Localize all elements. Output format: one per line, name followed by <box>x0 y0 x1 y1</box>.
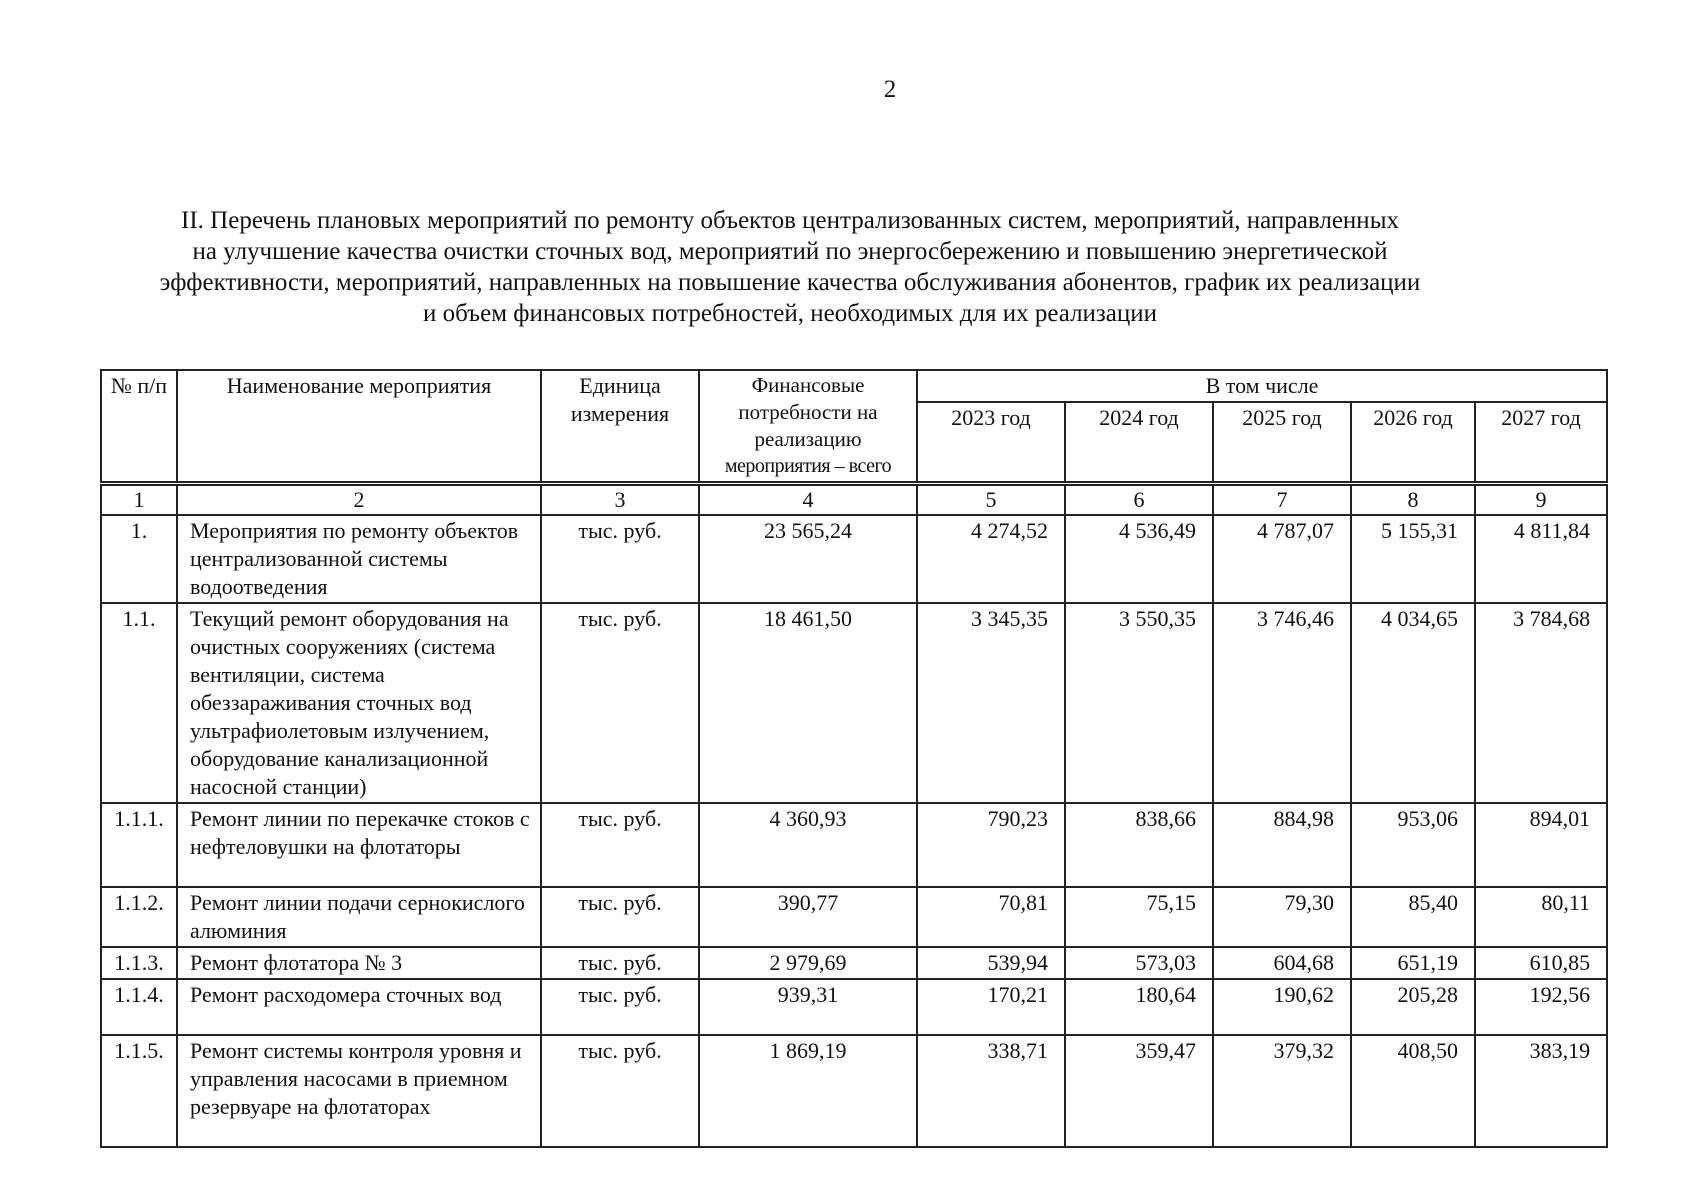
row-total: 2 979,69 <box>699 947 917 979</box>
column-number: 9 <box>1475 484 1607 516</box>
row-name: Мероприятия по ремонту объектов централизованной системы водоотведения <box>177 515 541 603</box>
row-name: Ремонт линии подачи сернокислого алюминия <box>177 887 541 947</box>
header-name: Наименование мероприятия <box>177 370 541 484</box>
row-year-value: 379,32 <box>1213 1035 1351 1147</box>
row-total: 390,77 <box>699 887 917 947</box>
section-title <box>120 205 1460 329</box>
row-unit: тыс. руб. <box>541 947 699 979</box>
row-total: 23 565,24 <box>699 515 917 603</box>
row-year-value: 75,15 <box>1065 887 1213 947</box>
header-unit: Единица измерения <box>541 370 699 484</box>
row-unit: тыс. руб. <box>541 1035 699 1147</box>
row-num: 1.1. <box>101 603 177 803</box>
row-year-value: 953,06 <box>1351 803 1475 887</box>
row-year-value: 3 784,68 <box>1475 603 1607 803</box>
row-year-value: 573,03 <box>1065 947 1213 979</box>
page-number: 2 <box>883 76 897 103</box>
row-year-value: 70,81 <box>917 887 1065 947</box>
table-row <box>101 603 1607 803</box>
row-year-value: 4 274,52 <box>917 515 1065 603</box>
row-unit: тыс. руб. <box>541 603 699 803</box>
header-row <box>101 370 1607 402</box>
row-total: 18 461,50 <box>699 603 917 803</box>
row-year-value: 894,01 <box>1475 803 1607 887</box>
row-year-value: 610,85 <box>1475 947 1607 979</box>
row-year-value: 190,62 <box>1213 979 1351 1035</box>
row-year-value: 539,94 <box>917 947 1065 979</box>
title-line: и объем финансовых потребностей, необходимых для их реализации <box>422 300 1158 327</box>
row-unit: тыс. руб. <box>541 803 699 887</box>
row-unit: тыс. руб. <box>541 515 699 603</box>
header-total <box>699 370 917 484</box>
header-year: 2023 год <box>917 402 1065 484</box>
row-unit: тыс. руб. <box>541 887 699 947</box>
row-year-value: 651,19 <box>1351 947 1475 979</box>
header-total-line: реализацию <box>754 427 862 451</box>
row-year-value: 4 787,07 <box>1213 515 1351 603</box>
header-total-line: Финансовые <box>751 373 865 397</box>
row-year-value: 4 034,65 <box>1351 603 1475 803</box>
table-row <box>101 803 1607 887</box>
row-total: 4 360,93 <box>699 803 917 887</box>
column-number: 1 <box>101 484 177 516</box>
header-num: № п/п <box>101 370 177 484</box>
row-year-value: 4 536,49 <box>1065 515 1213 603</box>
row-num: 1. <box>101 515 177 603</box>
row-year-value: 338,71 <box>917 1035 1065 1147</box>
column-number: 8 <box>1351 484 1475 516</box>
row-num: 1.1.1. <box>101 803 177 887</box>
column-number: 3 <box>541 484 699 516</box>
row-year-value: 79,30 <box>1213 887 1351 947</box>
row-year-value: 408,50 <box>1351 1035 1475 1147</box>
title-line: эффективности, мероприятий, направленных на повышение качества обслуживания абонентов, график их реализации <box>159 269 1421 296</box>
column-number: 7 <box>1213 484 1351 516</box>
row-num: 1.1.3. <box>101 947 177 979</box>
row-name: Ремонт расходомера сточных вод <box>177 979 541 1035</box>
row-total: 1 869,19 <box>699 1035 917 1147</box>
row-unit: тыс. руб. <box>541 979 699 1035</box>
header-total-line: потребности на <box>738 400 878 424</box>
row-name: Текущий ремонт оборудования на очистных сооружениях (система вентиляции, система обеззараживания сточных вод ультрафиолетовым излучением, оборудование канализационной насосной станции) <box>177 603 541 803</box>
title-line: II. Перечень плановых мероприятий по ремонту объектов централизованных систем, мероприятий, направленных <box>181 207 1399 234</box>
row-year-value: 838,66 <box>1065 803 1213 887</box>
row-year-value: 884,98 <box>1213 803 1351 887</box>
row-year-value: 3 550,35 <box>1065 603 1213 803</box>
row-year-value: 180,64 <box>1065 979 1213 1035</box>
table-row <box>101 947 1607 979</box>
table-row <box>101 1035 1607 1147</box>
row-year-value: 170,21 <box>917 979 1065 1035</box>
row-year-value: 85,40 <box>1351 887 1475 947</box>
row-num: 1.1.4. <box>101 979 177 1035</box>
row-total: 939,31 <box>699 979 917 1035</box>
table-row <box>101 887 1607 947</box>
row-year-value: 5 155,31 <box>1351 515 1475 603</box>
column-number: 4 <box>699 484 917 516</box>
table-row <box>101 979 1607 1035</box>
row-num: 1.1.5. <box>101 1035 177 1147</box>
header-year: 2027 год <box>1475 402 1607 484</box>
column-number-row <box>101 484 1607 516</box>
row-name: Ремонт системы контроля уровня и управления насосами в приемном резервуаре на флотаторах <box>177 1035 541 1147</box>
header-year: 2026 год <box>1351 402 1475 484</box>
row-year-value: 359,47 <box>1065 1035 1213 1147</box>
header-total-line: мероприятия – всего <box>724 455 892 477</box>
header-including: В том числе <box>917 370 1607 402</box>
row-name: Ремонт линии по перекачке стоков с нефтеловушки на флотаторы <box>177 803 541 887</box>
row-name: Ремонт флотатора № 3 <box>177 947 541 979</box>
plan-table <box>100 369 1608 1148</box>
title-line: на улучшение качества очистки сточных вод, мероприятий по энергосбережению и повышению энергетической <box>192 238 1388 265</box>
row-year-value: 4 811,84 <box>1475 515 1607 603</box>
column-number: 2 <box>177 484 541 516</box>
header-year: 2024 год <box>1065 402 1213 484</box>
table-row <box>101 515 1607 603</box>
row-year-value: 192,56 <box>1475 979 1607 1035</box>
column-number: 5 <box>917 484 1065 516</box>
header-year: 2025 год <box>1213 402 1351 484</box>
row-year-value: 604,68 <box>1213 947 1351 979</box>
row-year-value: 80,11 <box>1475 887 1607 947</box>
row-year-value: 205,28 <box>1351 979 1475 1035</box>
row-num: 1.1.2. <box>101 887 177 947</box>
row-year-value: 383,19 <box>1475 1035 1607 1147</box>
column-number: 6 <box>1065 484 1213 516</box>
row-year-value: 3 345,35 <box>917 603 1065 803</box>
row-year-value: 790,23 <box>917 803 1065 887</box>
row-year-value: 3 746,46 <box>1213 603 1351 803</box>
